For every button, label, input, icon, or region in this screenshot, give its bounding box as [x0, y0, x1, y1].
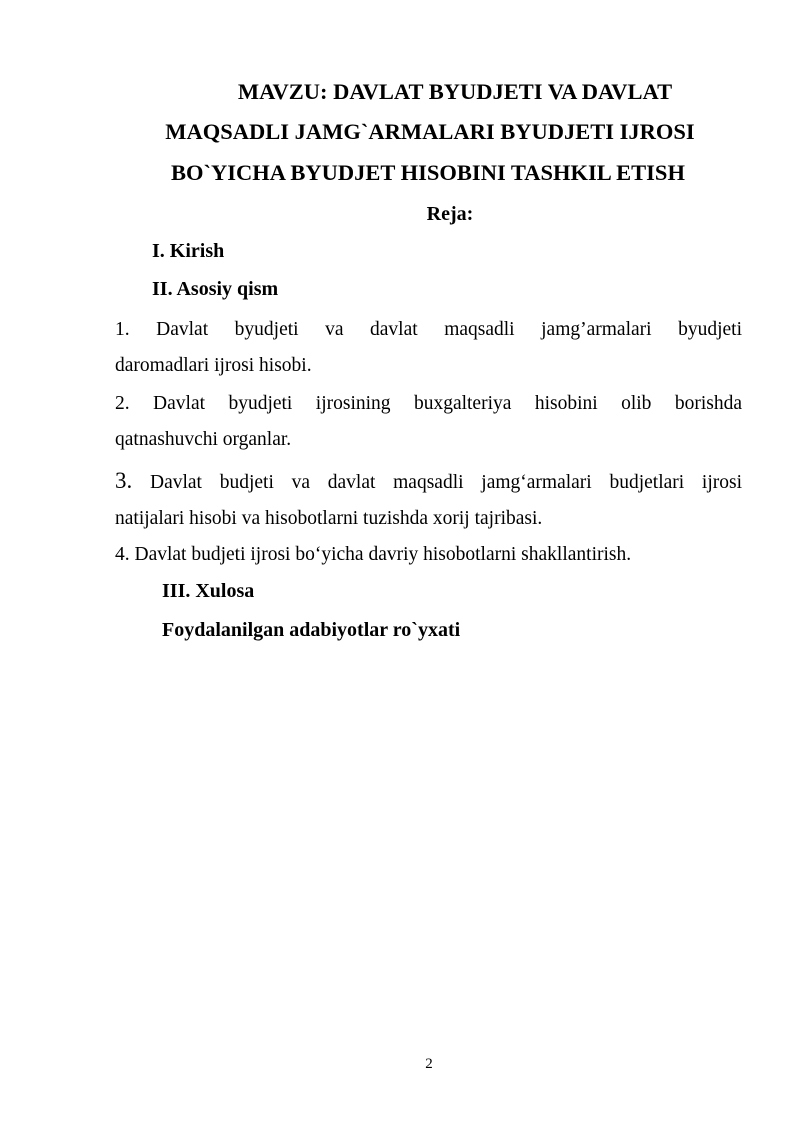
section-conclusion: III. Xulosa — [162, 580, 255, 602]
plan-item-1-line-1 — [115, 312, 742, 348]
plan-item-1-text: Davlat byudjeti va davlat maqsadli jamg’armalari byudjeti — [156, 319, 743, 340]
page-number: 2 — [425, 1056, 433, 1072]
plan-item-4 — [115, 537, 742, 573]
title-line-2: MAQSADLI JAMG`ARMALARI BYUDJETI IJROSI — [165, 119, 695, 144]
section-main: II. Asosiy qism — [152, 278, 279, 300]
plan-item-3-number: 3. — [115, 468, 133, 493]
plan-item-2-line-1 — [115, 386, 742, 422]
plan-item-2-line-2: qatnashuvchi organlar. — [115, 429, 292, 450]
plan-item-3-line-2: natijalari hisobi va hisobotlarni tuzishda xorij tajribasi. — [115, 508, 543, 529]
plan-item-4-line-1 — [115, 537, 742, 573]
plan-item-4-number: 4. — [115, 544, 130, 565]
plan-item-2 — [115, 386, 742, 458]
plan-item-2-number: 2. — [115, 393, 130, 414]
plan-item-1 — [115, 312, 742, 384]
title-line-1: MAVZU: DAVLAT BYUDJETI VA DAVLAT — [237, 79, 673, 104]
plan-item-3-line-1 — [115, 463, 742, 501]
title-line-3: BO`YICHA BYUDJET HISOBINI TASHKIL ETISH — [171, 160, 685, 185]
plan-item-1-number: 1. — [115, 319, 130, 340]
plan-item-3-text: Davlat budjeti va davlat maqsadli jamg‘armalari budjetlari ijrosi — [150, 472, 743, 493]
plan-item-3 — [115, 463, 742, 537]
plan-item-2-text: Davlat byudjeti ijrosining buxgalteriya hisobini olib borishda — [153, 393, 742, 414]
plan-item-4-text: Davlat budjeti ijrosi bo‘yicha davriy hisobotlarni shakllantirish. — [134, 544, 632, 565]
plan-heading: Reja: — [426, 203, 474, 225]
section-references: Foydalanilgan adabiyotlar ro`yxati — [162, 619, 461, 641]
plan-item-1-line-2: daromadlari ijrosi hisobi. — [115, 355, 312, 376]
section-intro: I. Kirish — [152, 240, 225, 262]
